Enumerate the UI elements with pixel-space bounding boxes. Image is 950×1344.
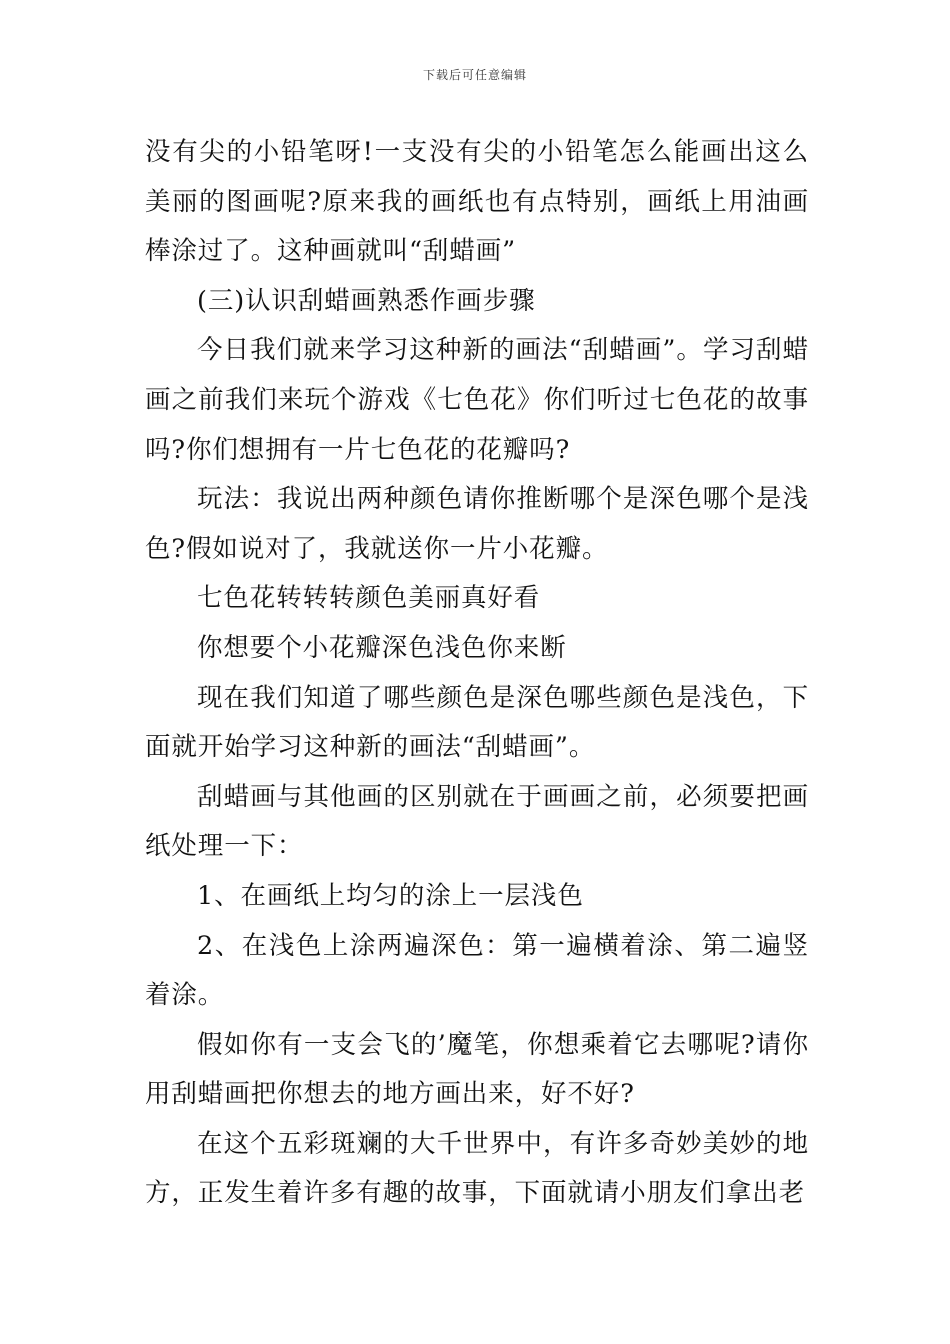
rhyme-line: 七色花转转转颜色美丽真好看 <box>197 583 541 614</box>
rhyme-line: 你想要个小花瓣深色浅色你来断 <box>197 632 567 663</box>
paragraph: 玩法：我说出两种颜色请你推断哪个是深色哪个是浅色?假如说对了，我就送你一片小花瓣。 <box>145 484 809 564</box>
paragraph: 刮蜡画与其他画的区别就在于画画之前，必须要把画纸处理一下： <box>145 781 809 862</box>
document-body <box>145 128 809 1219</box>
paragraph: 在这个五彩斑斓的大千世界中，有许多奇妙美妙的地方，正发生着许多有趣的故事，下面就请小朋友们拿出老 <box>145 1128 809 1209</box>
page-header-note: 下载后可任意编辑 <box>422 68 527 82</box>
paragraph: 没有尖的小铅笔呀!一支没有尖的小铅笔怎么能画出这么美丽的图画呢?原来我的画纸也有点特别，画纸上用油画棒涂过了。这种画就叫“刮蜡画” <box>145 137 809 267</box>
paragraph: 现在我们知道了哪些颜色是深色哪些颜色是浅色，下面就开始学习这种新的画法“刮蜡画”。 <box>145 682 809 763</box>
paragraph: 假如你有一支会飞的’魔笔，你想乘着它去哪呢?请你用刮蜡画把你想去的地方画出来，好不好? <box>145 1029 809 1110</box>
section-heading: (三)认识刮蜡画熟悉作画步骤 <box>197 285 536 316</box>
paragraph: 今日我们就来学习这种新的画法“刮蜡画”。学习刮蜡画之前我们来玩个游戏《七色花》你们听过七色花的故事吗?你们想拥有一片七色花的花瓣吗? <box>145 335 809 465</box>
step-item: 1、在画纸上均匀的涂上一层浅色 <box>197 880 584 911</box>
step-item: 2、在浅色上涂两遍深色：第一遍横着涂、第二遍竖着涂。 <box>145 930 809 1011</box>
